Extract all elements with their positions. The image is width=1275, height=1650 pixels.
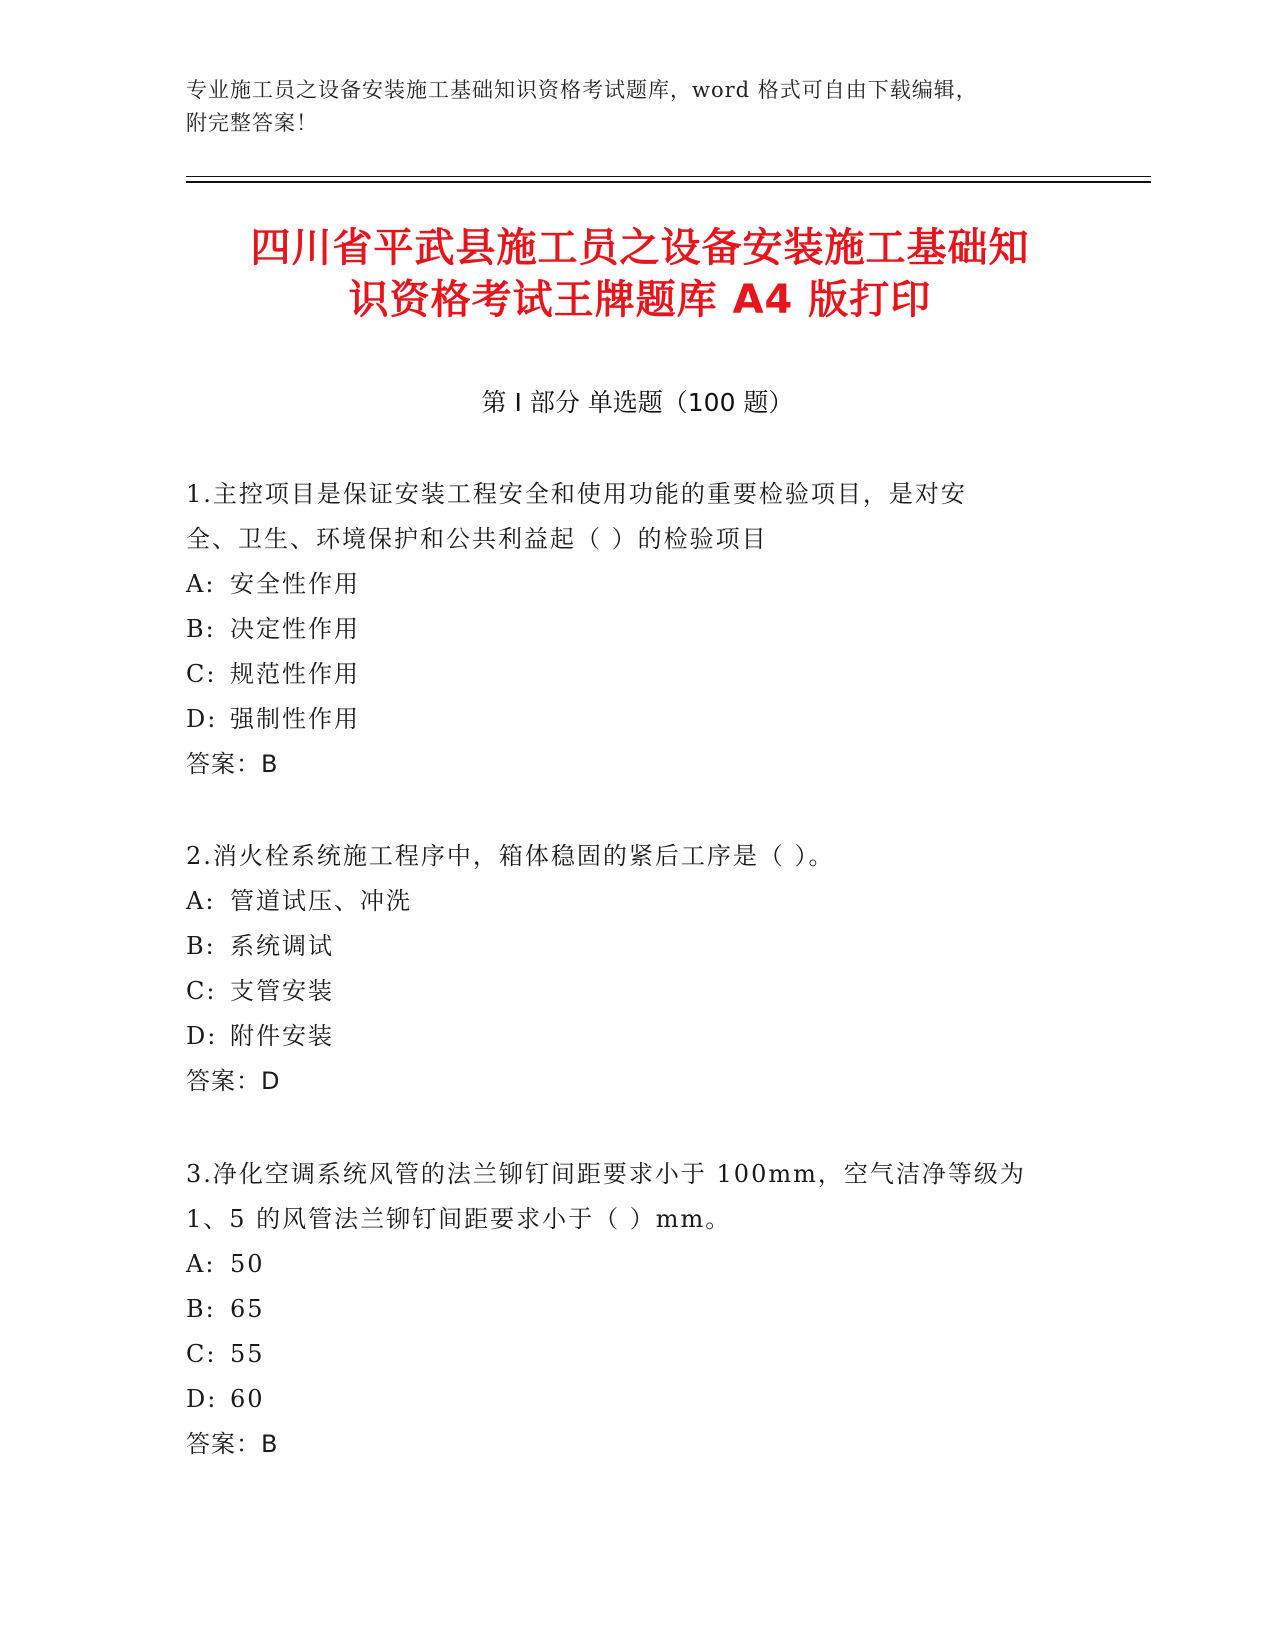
question-stem: 3.净化空调系统风管的法兰铆钉间距要求小于 100mm，空气洁净等级为 — [186, 1160, 1026, 1188]
option-key: D: — [186, 705, 218, 733]
answer: 答案：B — [186, 750, 279, 778]
option-text: 安全性作用 — [230, 570, 360, 598]
option-key: B: — [186, 1295, 216, 1323]
option-d — [186, 1014, 1086, 1059]
question-stem: 2.消火栓系统施工程序中，箱体稳固的紧后工序是（ ）。 — [186, 842, 835, 870]
section-title: 第 I 部分 单选题（100 题） — [481, 388, 794, 417]
option-c — [186, 969, 1086, 1014]
document-title-line-2: 识资格考试王牌题库 A4 版打印 — [348, 277, 932, 323]
header-note — [186, 74, 1066, 140]
option-text: 决定性作用 — [230, 615, 360, 643]
option-d — [186, 1377, 1086, 1422]
option-key: B: — [186, 932, 216, 960]
option-a — [186, 1242, 1086, 1287]
option-text: 50 — [230, 1250, 265, 1278]
document-title-line-1: 四川省平武县施工员之设备安装施工基础知 — [250, 225, 1030, 271]
question-2 — [186, 834, 1086, 1104]
option-key: A: — [186, 1250, 216, 1278]
option-key: D: — [186, 1022, 218, 1050]
header-rule-thick — [186, 181, 1151, 183]
option-d — [186, 697, 1086, 742]
option-a — [186, 562, 1086, 607]
option-text: 管道试压、冲洗 — [230, 887, 412, 915]
option-key: C: — [186, 660, 217, 688]
option-key: D: — [186, 1385, 218, 1413]
option-a — [186, 879, 1086, 924]
option-text: 65 — [230, 1295, 265, 1323]
option-text: 系统调试 — [230, 932, 334, 960]
option-c — [186, 652, 1086, 697]
option-key: C: — [186, 1340, 217, 1368]
question-stem-continued: 全、卫生、环境保护和公共利益起（ ）的检验项目 — [186, 525, 768, 553]
header-note-line-2: 附完整答案！ — [186, 111, 318, 135]
answer: 答案：B — [186, 1430, 279, 1458]
document-title — [160, 222, 1120, 326]
option-key: A: — [186, 570, 216, 598]
question-3 — [186, 1152, 1086, 1467]
option-key: C: — [186, 977, 217, 1005]
option-b — [186, 1287, 1086, 1332]
option-key: B: — [186, 615, 216, 643]
option-text: 附件安装 — [230, 1022, 334, 1050]
option-text: 55 — [230, 1340, 265, 1368]
option-text: 强制性作用 — [230, 705, 360, 733]
header-rule-thin — [186, 176, 1151, 177]
option-c — [186, 1332, 1086, 1377]
option-text: 规范性作用 — [230, 660, 360, 688]
header-note-line-1: 专业施工员之设备安装施工基础知识资格考试题库，word 格式可自由下载编辑， — [186, 78, 978, 102]
option-b — [186, 924, 1086, 969]
question-stem: 1.主控项目是保证安装工程安全和使用功能的重要检验项目，是对安 — [186, 480, 967, 508]
question-1 — [186, 472, 1086, 787]
question-stem-continued: 1、5 的风管法兰铆钉间距要求小于（ ）mm。 — [186, 1205, 732, 1233]
answer: 答案：D — [186, 1067, 281, 1095]
option-key: A: — [186, 887, 216, 915]
option-text: 支管安装 — [230, 977, 334, 1005]
option-b — [186, 607, 1086, 652]
option-text: 60 — [230, 1385, 265, 1413]
